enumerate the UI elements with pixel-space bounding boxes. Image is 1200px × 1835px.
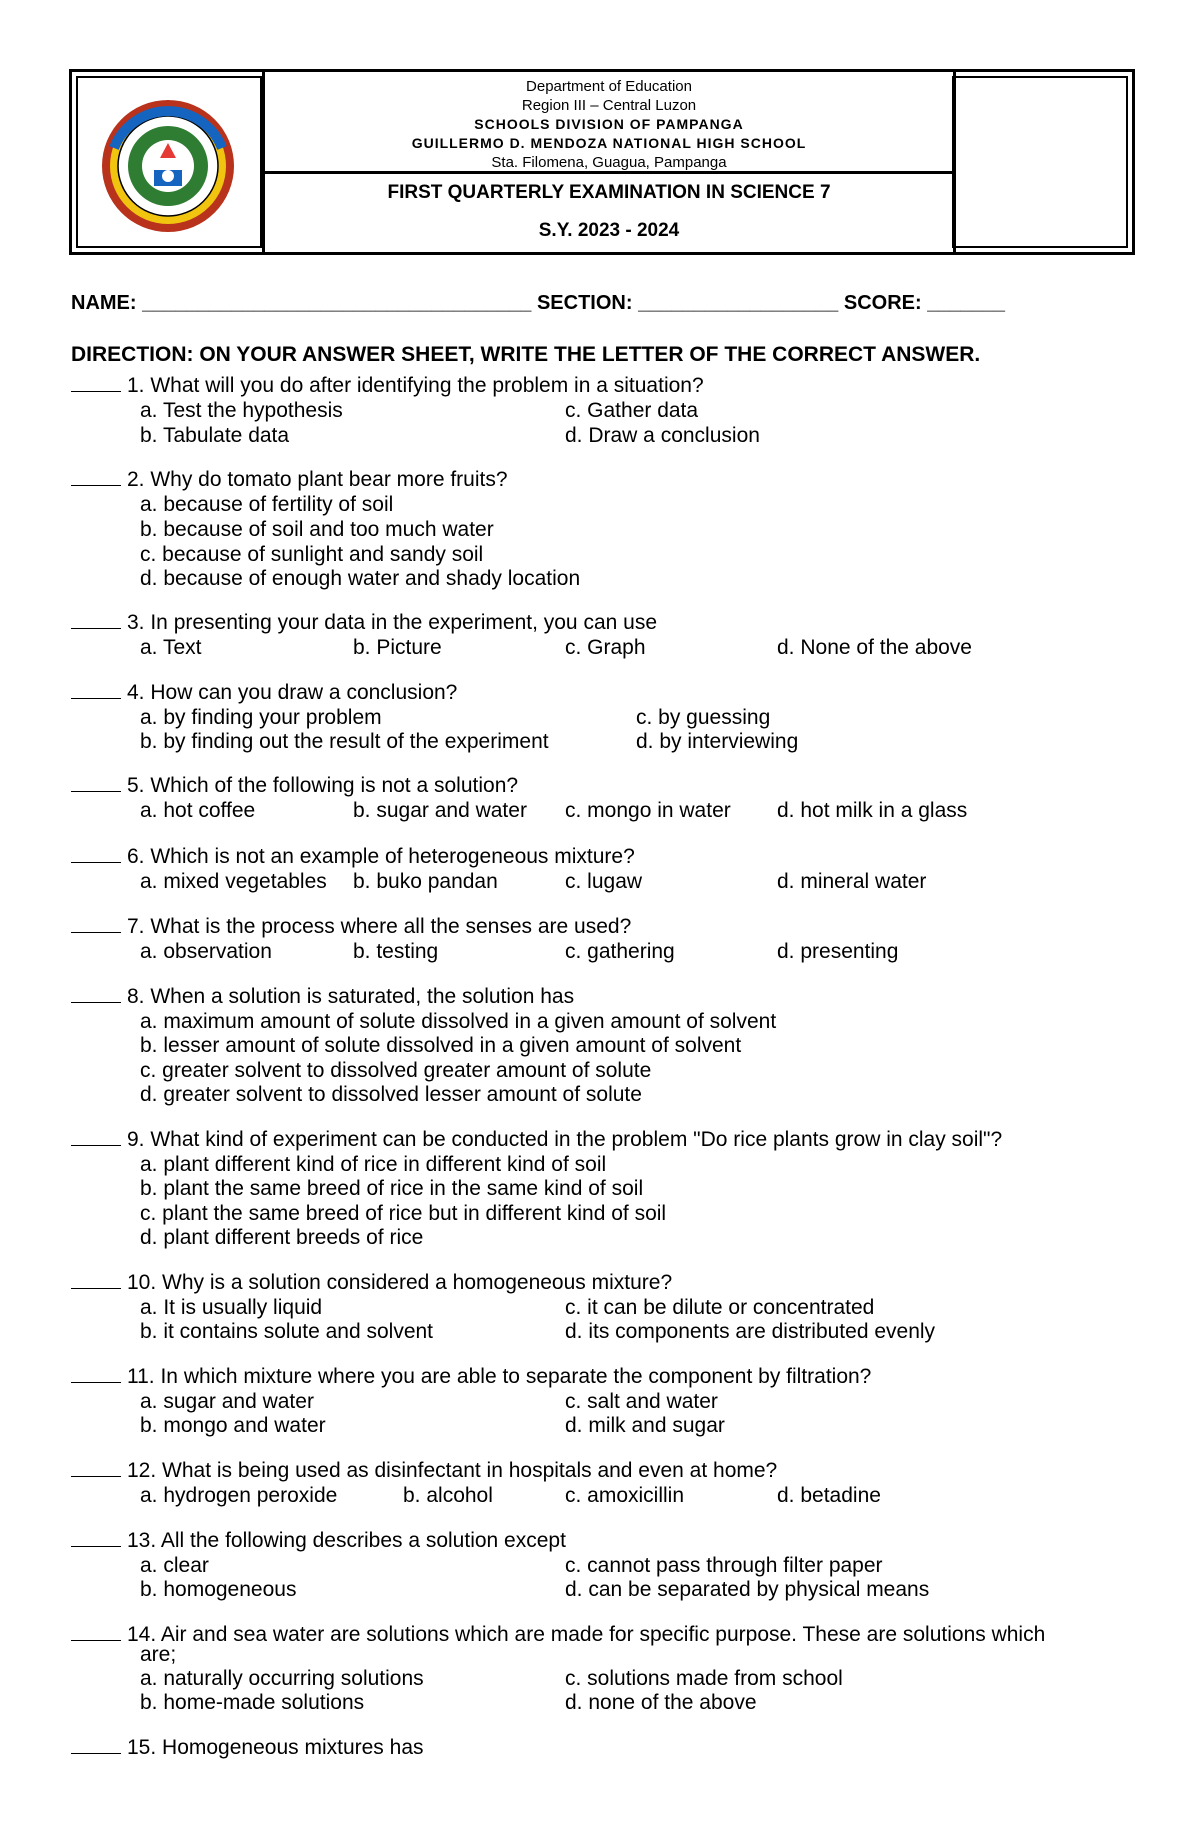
direction-text: DIRECTION: ON YOUR ANSWER SHEET, WRITE THE LETTER OF THE CORRECT ANSWER. <box>71 343 981 366</box>
school-address: Sta. Filomena, Guagua, Pampanga <box>491 154 727 171</box>
option: a. plant different kind of rice in different kind of soil <box>140 1153 607 1176</box>
student-info-line: NAME: ___________________________________ SECTION: __________________ SCORE: _______ <box>71 292 1006 314</box>
answer-blank[interactable] <box>71 680 121 699</box>
question-10: 10. Why is a solution considered a homogeneous mixture? <box>71 1270 672 1295</box>
option: b. by finding out the result of the experiment <box>140 730 549 753</box>
option: b. sugar and water <box>353 799 527 822</box>
region-name: Region III – Central Luzon <box>521 97 697 114</box>
option: c. solutions made from school <box>565 1667 843 1690</box>
option: c. lugaw <box>565 870 643 893</box>
option: c. cannot pass through filter paper <box>565 1554 883 1577</box>
option: d. greater solvent to dissolved lesser amount of solute <box>140 1083 642 1106</box>
option: b. Tabulate data <box>140 424 290 447</box>
option: d. plant different breeds of rice <box>140 1226 424 1249</box>
question-2: 2. Why do tomato plant bear more fruits? <box>71 467 508 492</box>
question-7: 7. What is the process where all the senses are used? <box>71 914 631 939</box>
option: a. mixed vegetables <box>140 870 327 893</box>
option: c. plant the same breed of rice but in different kind of soil <box>140 1202 667 1225</box>
option: c. Gather data <box>565 399 699 422</box>
option: d. none of the above <box>565 1691 757 1714</box>
answer-blank[interactable] <box>71 1127 121 1146</box>
option: c. salt and water <box>565 1390 718 1413</box>
option: a. observation <box>140 940 272 963</box>
option: a. It is usually liquid <box>140 1296 323 1319</box>
school-info <box>262 72 956 174</box>
answer-blank[interactable] <box>71 773 121 792</box>
option: d. hot milk in a glass <box>777 799 968 822</box>
school-name: GUILLERMO D. MENDOZA NATIONAL HIGH SCHOOL <box>411 135 807 151</box>
option: d. because of enough water and shady location <box>140 567 581 590</box>
question-6: 6. Which is not an example of heterogeneous mixture? <box>71 844 635 869</box>
answer-blank[interactable] <box>71 373 121 392</box>
blank-cell <box>952 76 1128 248</box>
option: a. hydrogen peroxide <box>140 1484 338 1507</box>
option: a. because of fertility of soil <box>140 493 394 516</box>
option: d. Draw a conclusion <box>565 424 760 447</box>
option: d. its components are distributed evenly <box>565 1320 936 1343</box>
option: c. because of sunlight and sandy soil <box>140 543 484 566</box>
answer-blank[interactable] <box>71 1364 121 1383</box>
question-13: 13. All the following describes a solution except <box>71 1528 566 1553</box>
option: a. maximum amount of solute dissolved in a given amount of solvent <box>140 1010 777 1033</box>
division-name: SCHOOLS DIVISION OF PAMPANGA <box>474 116 744 132</box>
option: d. betadine <box>777 1484 881 1507</box>
option: a. Text <box>140 636 202 659</box>
question-15: 15. Homogeneous mixtures has <box>71 1735 424 1760</box>
option: d. presenting <box>777 940 899 963</box>
school-seal-icon <box>88 88 248 238</box>
answer-blank[interactable] <box>71 984 121 1003</box>
option: a. by finding your problem <box>140 706 382 729</box>
option: d. None of the above <box>777 636 972 659</box>
option: c. mongo in water <box>565 799 731 822</box>
option: a. hot coffee <box>140 799 256 822</box>
option: c. amoxicillin <box>565 1484 685 1507</box>
option: b. mongo and water <box>140 1414 326 1437</box>
option: b. lesser amount of solute dissolved in a given amount of solvent <box>140 1034 742 1057</box>
answer-blank[interactable] <box>71 467 121 486</box>
exam-title-block <box>262 174 956 252</box>
answer-blank[interactable] <box>71 1528 121 1547</box>
exam-title: FIRST QUARTERLY EXAMINATION IN SCIENCE 7 <box>387 182 831 203</box>
question-3: 3. In presenting your data in the experiment, you can use <box>71 610 657 635</box>
answer-blank[interactable] <box>71 1622 121 1641</box>
answer-blank[interactable] <box>71 610 121 629</box>
answer-blank[interactable] <box>71 1458 121 1477</box>
option: c. it can be dilute or concentrated <box>565 1296 875 1319</box>
question-4: 4. How can you draw a conclusion? <box>71 680 457 705</box>
option: d. mineral water <box>777 870 927 893</box>
option: c. gathering <box>565 940 675 963</box>
answer-blank[interactable] <box>71 844 121 863</box>
option: b. Picture <box>353 636 442 659</box>
answer-blank[interactable] <box>71 1735 121 1754</box>
option: a. clear <box>140 1554 209 1577</box>
option: b. alcohol <box>403 1484 493 1507</box>
option: a. naturally occurring solutions <box>140 1667 424 1690</box>
question-11: 11. In which mixture where you are able to separate the component by filtration? <box>71 1364 871 1389</box>
answer-blank[interactable] <box>71 914 121 933</box>
option: d. can be separated by physical means <box>565 1578 930 1601</box>
question-1: 1. What will you do after identifying the problem in a situation? <box>71 373 704 398</box>
option: d. milk and sugar <box>565 1414 725 1437</box>
question-9: 9. What kind of experiment can be conducted in the problem "Do rice plants grow in clay soil"? <box>71 1127 1002 1152</box>
school-year: S.Y. 2023 - 2024 <box>538 220 680 241</box>
logo-cell <box>76 76 262 248</box>
option: b. buko pandan <box>353 870 498 893</box>
option: c. Graph <box>565 636 646 659</box>
dept-name: Department of Education <box>526 78 692 95</box>
option: c. by guessing <box>636 706 771 729</box>
option: b. because of soil and too much water <box>140 518 494 541</box>
option: b. it contains solute and solvent <box>140 1320 434 1343</box>
option: b. homogeneous <box>140 1578 297 1601</box>
answer-blank[interactable] <box>71 1270 121 1289</box>
question-12: 12. What is being used as disinfectant in hospitals and even at home? <box>71 1458 777 1483</box>
option: a. Test the hypothesis <box>140 399 343 422</box>
option: c. greater solvent to dissolved greater amount of solute <box>140 1059 652 1082</box>
question-5: 5. Which of the following is not a solution? <box>71 773 518 798</box>
question-14-continued: are; <box>140 1643 177 1666</box>
option: b. home-made solutions <box>140 1691 365 1714</box>
option: b. plant the same breed of rice in the same kind of soil <box>140 1177 644 1200</box>
option: b. testing <box>353 940 439 963</box>
question-8: 8. When a solution is saturated, the solution has <box>71 984 574 1009</box>
exam-header <box>69 69 1135 255</box>
option: a. sugar and water <box>140 1390 314 1413</box>
question-14: 14. Air and sea water are solutions which are made for specific purpose. These are solutions which <box>71 1622 1045 1647</box>
option: d. by interviewing <box>636 730 799 753</box>
